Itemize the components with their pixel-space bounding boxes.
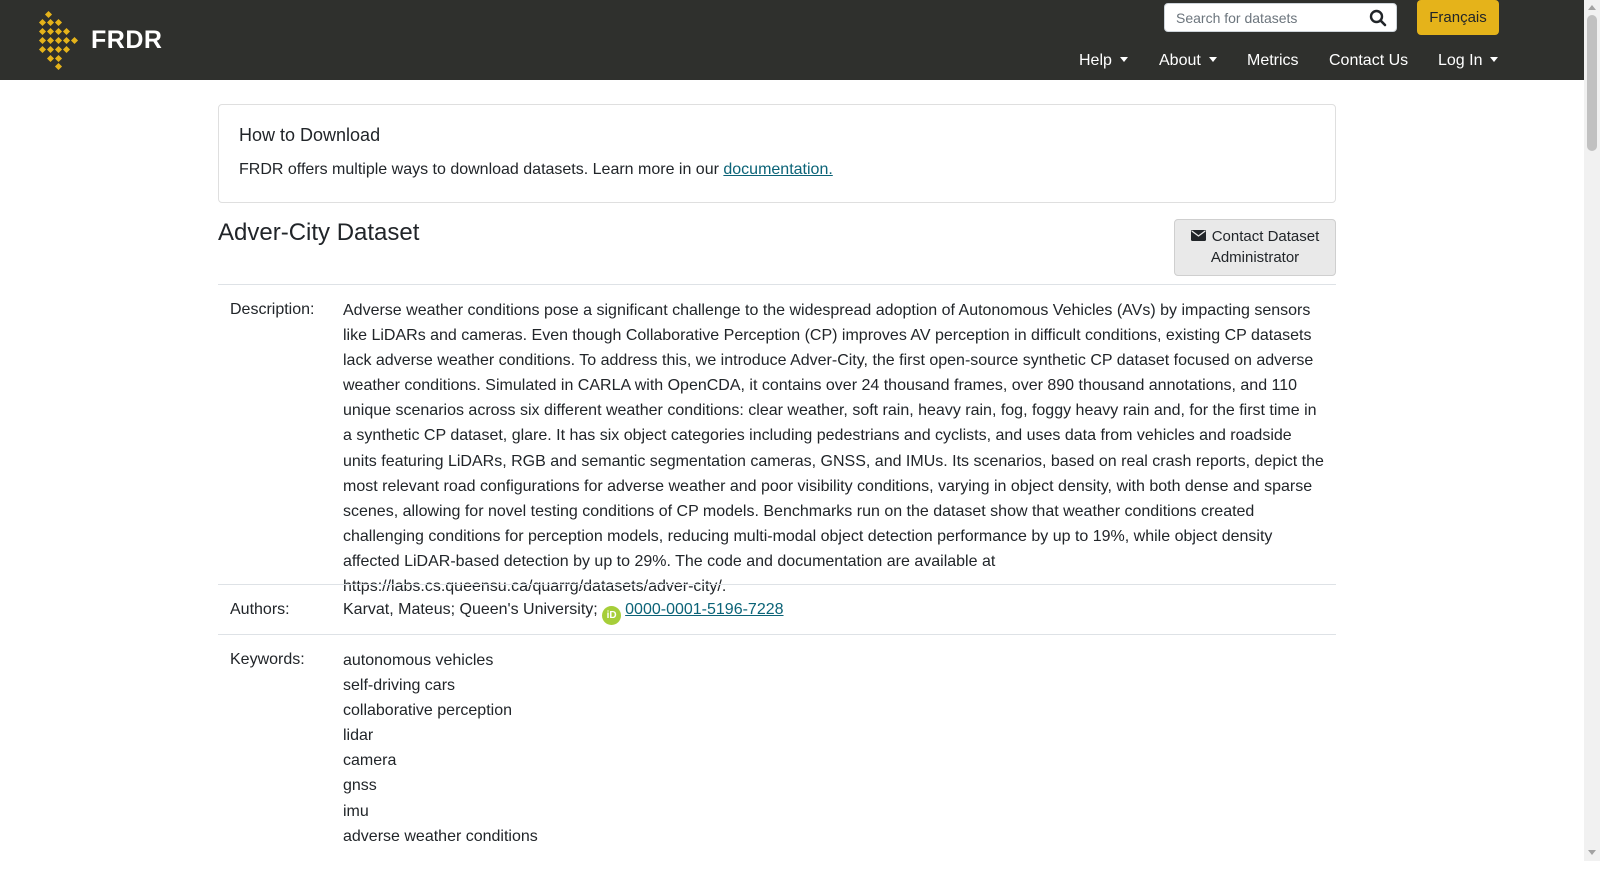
contact-button-label-line2: Administrator <box>1210 249 1300 266</box>
how-to-download-text <box>239 161 833 179</box>
author-name: Karvat, Mateus; Queen's University; <box>343 601 603 618</box>
language-toggle-button[interactable]: Français <box>1417 0 1499 35</box>
frdr-logo-icon <box>38 10 82 70</box>
page-scrollbar[interactable] <box>1584 0 1600 861</box>
how-to-download-body: FRDR offers multiple ways to download datasets. Learn more in our <box>239 161 724 178</box>
nav-log-in[interactable] <box>1438 50 1498 72</box>
nav-metrics[interactable]: Metrics <box>1247 52 1299 69</box>
search-input[interactable] <box>1165 4 1371 31</box>
scroll-down-arrow-icon[interactable] <box>1588 850 1596 855</box>
how-to-download-title: How to Download <box>239 125 381 145</box>
keyword-item: camera <box>343 752 397 770</box>
documentation-link[interactable]: documentation. <box>723 161 833 178</box>
frdr-logo[interactable] <box>38 10 162 70</box>
scroll-up-arrow-icon[interactable] <box>1588 5 1596 10</box>
description-text: Adverse weather conditions pose a significant challenge to the widespread adoption of Autonomous Vehicles (AVs) by impacting sensors like LiDARs and cameras. Even though Collaborative Perception (CP) improves AV perception in difficult conditions, existing CP datasets lack adverse weather conditions. To address this, we introduce Adver-City, the first open-source synthetic CP dataset focused on adverse weather conditions. Simulated in CARLA with OpenCDA, it contains over 24 thousand frames, over 890 thousand annotations, and 110 unique scenarios across six different weather conditions: clear weather, soft rain, heavy rain, fog, foggy heavy rain and, for the first time in a synthetic CP dataset, glare. It has six object categories including pedestrians and cyclists, and uses data from vehicles and roadside units featuring LiDARs, RGB and semantic segmentation cameras, GNSS, and IMUs. Its scenarios, based on real crash reports, depict the most relevant road configurations for adverse weather and poor visibility conditions, varying in object density, with both dense and sparse scenes, allowing for novel testing conditions of CP models. Benchmarks run on the dataset show that weather conditions created challenging conditions for perception models, reducing multi-modal object detection performance by up to 19%, while object density affected LiDAR-based detection by up to 29%. The code and documentation are available at https://labs.cs.queensu.ca/quarrg/datasets/adver-city/. <box>343 302 1324 596</box>
scrollbar-thumb[interactable] <box>1587 15 1597 151</box>
caret-down-icon <box>1490 57 1498 62</box>
search-box <box>1164 3 1397 32</box>
keyword-item: lidar <box>343 727 374 745</box>
how-to-download-card <box>218 104 1336 203</box>
top-navbar <box>0 0 1584 80</box>
authors-label: Authors: <box>230 601 290 618</box>
search-icon[interactable] <box>1369 9 1387 27</box>
keyword-item: gnss <box>343 777 377 795</box>
keyword-item: autonomous vehicles <box>343 652 494 669</box>
nav-about-label: About <box>1159 52 1201 69</box>
envelope-icon <box>1191 230 1206 241</box>
keyword-item: imu <box>343 802 369 820</box>
description-label: Description: <box>230 301 315 318</box>
keywords-list <box>343 648 538 849</box>
nav-help[interactable] <box>1079 50 1128 72</box>
keywords-row <box>218 634 1336 875</box>
contact-dataset-administrator-button[interactable] <box>1174 219 1336 276</box>
orcid-link[interactable]: 0000-0001-5196-7228 <box>625 601 784 618</box>
authors-row <box>218 584 1336 634</box>
contact-button-label-line1: Contact Dataset <box>1211 228 1320 245</box>
nav-contact-us[interactable]: Contact Us <box>1329 52 1409 69</box>
keyword-item: self-driving cars <box>343 677 456 695</box>
nav-log-in-label: Log In <box>1438 52 1483 69</box>
caret-down-icon <box>1209 57 1217 62</box>
keyword-item: adverse weather conditions <box>343 827 538 845</box>
orcid-icon: iD <box>602 606 621 625</box>
description-row <box>218 284 1336 596</box>
nav-about[interactable] <box>1159 50 1217 72</box>
keyword-item: collaborative perception <box>343 702 512 720</box>
dataset-metadata-table <box>218 284 1336 875</box>
authors-value <box>343 601 784 625</box>
keywords-label: Keywords: <box>230 651 305 668</box>
dataset-title: Adver-City Dataset <box>218 219 420 246</box>
caret-down-icon <box>1120 57 1128 62</box>
nav-help-label: Help <box>1079 52 1112 69</box>
brand-name: FRDR <box>91 25 163 54</box>
